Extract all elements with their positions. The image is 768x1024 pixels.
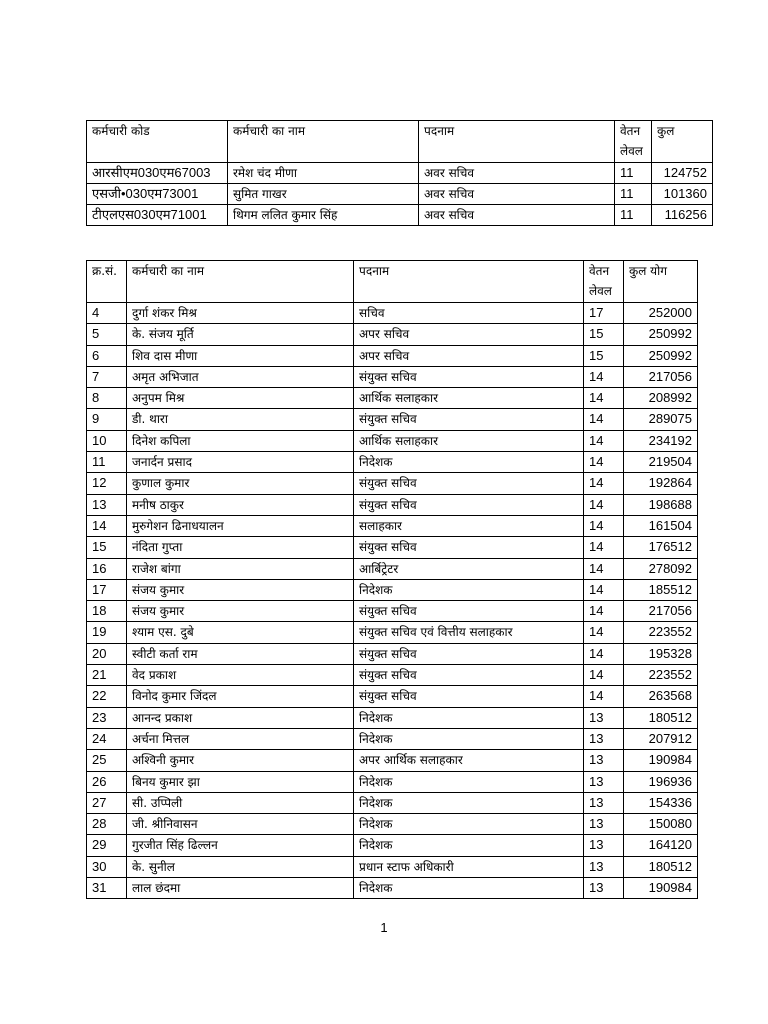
table-cell: 278092 (624, 558, 698, 579)
table-cell: 4 (87, 303, 127, 324)
table-row (87, 686, 698, 707)
table-row (87, 388, 698, 409)
table-cell: 14 (584, 430, 624, 451)
table-row (87, 643, 698, 664)
table-cell: निदेशक (354, 707, 584, 728)
table-cell: 161504 (624, 515, 698, 536)
table-cell: आर्थिक सलाहकार (354, 388, 584, 409)
table-cell: 176512 (624, 537, 698, 558)
table-row (87, 814, 698, 835)
column-header: कर्मचारी का नाम (127, 261, 354, 303)
table-cell: 13 (584, 728, 624, 749)
table-cell: थिगम ललित कुमार सिंह (228, 205, 419, 226)
table-cell: संयुक्त सचिव (354, 643, 584, 664)
table-row (87, 771, 698, 792)
table-cell: 9 (87, 409, 127, 430)
table-cell: 192864 (624, 473, 698, 494)
table-cell: गुरजीत सिंह ढिल्लन (127, 835, 354, 856)
table-cell: संयुक्त सचिव (354, 494, 584, 515)
table-cell: 223552 (624, 665, 698, 686)
table-cell: निदेशक (354, 835, 584, 856)
table-row (87, 537, 698, 558)
table-cell: के. सुनील (127, 856, 354, 877)
table-cell: 15 (87, 537, 127, 558)
table-cell: 14 (584, 558, 624, 579)
table-row (87, 345, 698, 366)
table-cell: 185512 (624, 579, 698, 600)
table-cell: 11 (615, 205, 652, 226)
table-cell: रमेश चंद मीणा (228, 163, 419, 184)
table-cell: 26 (87, 771, 127, 792)
table-cell: 20 (87, 643, 127, 664)
table-row (87, 728, 698, 749)
table-cell: 11 (615, 163, 652, 184)
table-cell: 180512 (624, 856, 698, 877)
table-cell: अश्विनी कुमार (127, 750, 354, 771)
table-row (87, 750, 698, 771)
table-cell: अपर सचिव (354, 345, 584, 366)
table-cell: संयुक्त सचिव (354, 537, 584, 558)
table-cell: जी. श्रीनिवासन (127, 814, 354, 835)
table-cell: 6 (87, 345, 127, 366)
table-cell: संयुक्त सचिव (354, 409, 584, 430)
table-cell: संजय कुमार (127, 579, 354, 600)
table-cell: अर्चना मित्तल (127, 728, 354, 749)
table-cell: 27 (87, 792, 127, 813)
table-cell: दिनेश कपिला (127, 430, 354, 451)
table-cell: निदेशक (354, 728, 584, 749)
table-cell: नंदिता गुप्ता (127, 537, 354, 558)
employee-pay-table (86, 260, 698, 899)
table-cell: 195328 (624, 643, 698, 664)
table-cell: 8 (87, 388, 127, 409)
table-cell: के. संजय मूर्ति (127, 324, 354, 345)
table-cell: 207912 (624, 728, 698, 749)
table-cell: 13 (584, 835, 624, 856)
column-header: कुल (652, 121, 713, 163)
table-cell: 180512 (624, 707, 698, 728)
table-cell: स्वीटी कर्ता राम (127, 643, 354, 664)
table-cell: आनन्द प्रकाश (127, 707, 354, 728)
table-header-row (87, 121, 713, 163)
table-cell: 14 (87, 515, 127, 536)
table-cell: 10 (87, 430, 127, 451)
column-header: वेतन लेवल (584, 261, 624, 303)
table-row (87, 163, 713, 184)
table-cell: 23 (87, 707, 127, 728)
table-cell: अवर सचिव (419, 163, 615, 184)
table-cell: 217056 (624, 601, 698, 622)
table-cell: 196936 (624, 771, 698, 792)
table-cell: निदेशक (354, 579, 584, 600)
table-cell: मुरुगेशन ढिनाधयालन (127, 515, 354, 536)
table-cell: 263568 (624, 686, 698, 707)
table-cell: सुमित गाखर (228, 184, 419, 205)
table-row (87, 366, 698, 387)
column-header: वेतन लेवल (615, 121, 652, 163)
table-cell: प्रधान स्टाफ अधिकारी (354, 856, 584, 877)
table-cell: 13 (584, 750, 624, 771)
table-cell: 234192 (624, 430, 698, 451)
table-row (87, 558, 698, 579)
table-cell: अवर सचिव (419, 184, 615, 205)
table-cell: 217056 (624, 366, 698, 387)
table-row (87, 622, 698, 643)
table-cell: 13 (584, 792, 624, 813)
employee-code-table (86, 120, 713, 226)
table-cell: आरसीएम030एम67003 (87, 163, 228, 184)
table-cell: संजय कुमार (127, 601, 354, 622)
table-cell: अपर सचिव (354, 324, 584, 345)
column-header: क्र.सं. (87, 261, 127, 303)
table-cell: 15 (584, 324, 624, 345)
table-cell: 14 (584, 473, 624, 494)
table-row (87, 792, 698, 813)
table-cell: 252000 (624, 303, 698, 324)
table-cell: 30 (87, 856, 127, 877)
table-cell: 14 (584, 537, 624, 558)
table-cell: 250992 (624, 345, 698, 366)
table-cell: 250992 (624, 324, 698, 345)
table-cell: 101360 (652, 184, 713, 205)
column-header: कर्मचारी का नाम (228, 121, 419, 163)
table-cell: 13 (584, 814, 624, 835)
table-cell: 13 (87, 494, 127, 515)
table-cell: 21 (87, 665, 127, 686)
table-cell: 12 (87, 473, 127, 494)
table-cell: 17 (584, 303, 624, 324)
table-cell: 5 (87, 324, 127, 345)
table-cell: संयुक्त सचिव एवं वित्तीय सलाहकार (354, 622, 584, 643)
table-cell: श्याम एस. दुबे (127, 622, 354, 643)
table-cell: विनोद कुमार जिंदल (127, 686, 354, 707)
table-row (87, 601, 698, 622)
table-cell: 208992 (624, 388, 698, 409)
table-row (87, 409, 698, 430)
table-cell: 17 (87, 579, 127, 600)
table-row (87, 707, 698, 728)
table-cell: 11 (87, 452, 127, 473)
table-cell: शिव दास मीणा (127, 345, 354, 366)
table-row (87, 579, 698, 600)
table-cell: 16 (87, 558, 127, 579)
table-cell: 13 (584, 856, 624, 877)
table-cell: अवर सचिव (419, 205, 615, 226)
table-row (87, 430, 698, 451)
table-cell: 14 (584, 366, 624, 387)
table-row (87, 473, 698, 494)
table-cell: संयुक्त सचिव (354, 665, 584, 686)
table-cell: निदेशक (354, 771, 584, 792)
column-header: कुल योग (624, 261, 698, 303)
table-cell: 29 (87, 835, 127, 856)
table-cell: निदेशक (354, 878, 584, 899)
table-cell: संयुक्त सचिव (354, 601, 584, 622)
table-cell: एसजी•030एम73001 (87, 184, 228, 205)
table-cell: 190984 (624, 878, 698, 899)
table-cell: सलाहकार (354, 515, 584, 536)
table-cell: 14 (584, 409, 624, 430)
table-row (87, 303, 698, 324)
table-cell: 124752 (652, 163, 713, 184)
table-cell: आर्थिक सलाहकार (354, 430, 584, 451)
table-cell: 15 (584, 345, 624, 366)
table-cell: टीएलएस030एम71001 (87, 205, 228, 226)
table-cell: निदेशक (354, 814, 584, 835)
table-cell: बिनय कुमार झा (127, 771, 354, 792)
table-cell: 31 (87, 878, 127, 899)
table-cell: 11 (615, 184, 652, 205)
table-cell: अनुपम मिश्र (127, 388, 354, 409)
column-header: पदनाम (419, 121, 615, 163)
table-cell: 14 (584, 686, 624, 707)
table-cell: जनार्दन प्रसाद (127, 452, 354, 473)
table-cell: 19 (87, 622, 127, 643)
table-cell: 7 (87, 366, 127, 387)
table-row (87, 665, 698, 686)
table-cell: अपर आर्थिक सलाहकार (354, 750, 584, 771)
table-row (87, 856, 698, 877)
table-cell: 14 (584, 622, 624, 643)
table-cell: सचिव (354, 303, 584, 324)
table-cell: 14 (584, 665, 624, 686)
table-cell: अमृत अभिजात (127, 366, 354, 387)
table-cell: 22 (87, 686, 127, 707)
table-cell: 13 (584, 707, 624, 728)
table-cell: 14 (584, 601, 624, 622)
table-row (87, 452, 698, 473)
table-cell: संयुक्त सचिव (354, 366, 584, 387)
table-cell: 223552 (624, 622, 698, 643)
table-cell: 14 (584, 452, 624, 473)
table-cell: निदेशक (354, 792, 584, 813)
table-cell: 150080 (624, 814, 698, 835)
table-header-row (87, 261, 698, 303)
table-cell: दुर्गा शंकर मिश्र (127, 303, 354, 324)
table-cell: निदेशक (354, 452, 584, 473)
table-cell: 154336 (624, 792, 698, 813)
table-cell: 14 (584, 515, 624, 536)
table-cell: 14 (584, 579, 624, 600)
table-cell: 28 (87, 814, 127, 835)
column-header: पदनाम (354, 261, 584, 303)
table-cell: 164120 (624, 835, 698, 856)
table-cell: 116256 (652, 205, 713, 226)
table-cell: 13 (584, 771, 624, 792)
table-cell: 24 (87, 728, 127, 749)
table-row (87, 878, 698, 899)
table-cell: डी. थारा (127, 409, 354, 430)
table-cell: 14 (584, 494, 624, 515)
table-cell: 198688 (624, 494, 698, 515)
table-row (87, 184, 713, 205)
table-cell: आर्बिट्रेटर (354, 558, 584, 579)
page-number: 1 (380, 920, 388, 935)
table-cell: संयुक्त सचिव (354, 686, 584, 707)
table-cell: 13 (584, 878, 624, 899)
table-cell: 14 (584, 388, 624, 409)
table-cell: कुणाल कुमार (127, 473, 354, 494)
table-row (87, 205, 713, 226)
table-row (87, 835, 698, 856)
table-row (87, 324, 698, 345)
table-cell: लाल छंदमा (127, 878, 354, 899)
table-cell: 25 (87, 750, 127, 771)
table-cell: 18 (87, 601, 127, 622)
column-header: कर्मचारी कोड (87, 121, 228, 163)
table-cell: राजेश बांगा (127, 558, 354, 579)
table-row (87, 494, 698, 515)
table-cell: 219504 (624, 452, 698, 473)
table-cell: वेद प्रकाश (127, 665, 354, 686)
table-cell: सी. उप्पिली (127, 792, 354, 813)
table-cell: मनीष ठाकुर (127, 494, 354, 515)
table-cell: 190984 (624, 750, 698, 771)
table-cell: संयुक्त सचिव (354, 473, 584, 494)
table-cell: 289075 (624, 409, 698, 430)
table-cell: 14 (584, 643, 624, 664)
table-row (87, 515, 698, 536)
